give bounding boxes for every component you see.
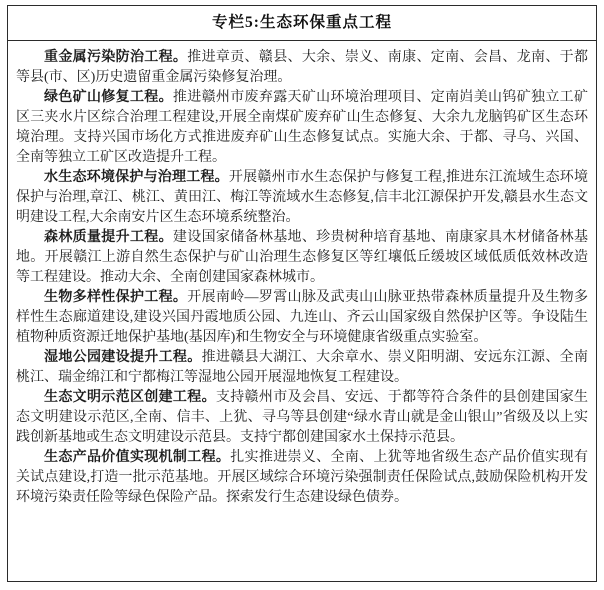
project-desc: 开展南岭—罗霄山脉及武夷山山脉亚热带森林质量提升及生物多样性生态廊道建设,建设兴国丹霞地质公园、九连山、齐云山国家级自然保护区等。争设陆生植物种质资源迁地保护基地(基因库)和生物安全与环境健康省级重点实验室。 — [16, 290, 589, 345]
project-desc: 建设国家储备林基地、珍贵树种培育基地、南康家具木材储备林基地。开展赣江上游自然生态保护与矿山治理生态修复区等红壤低丘缓坡区域低质低效林改造等工程建设。推动大余、全南创建国家森林城市。 — [16, 230, 589, 285]
project-name: 水生态环境保护与治理工程。 — [44, 170, 229, 185]
project-desc: 扎实推进崇义、全南、上犹等地省级生态产品价值实现有关试点建设,打造一批示范基地。开展区域综合环境污染强制责任保险试点,鼓励保险机构开发环境污染责任险等绿色保险产品。探索发行生态建设绿色债券。 — [16, 450, 589, 505]
panel-title: 专栏5:生态环保重点工程 — [8, 6, 596, 41]
project-paragraph-green-mine — [16, 88, 588, 168]
project-paragraph-forest-quality — [16, 228, 588, 288]
project-desc: 推进章贡、赣县、大余、崇义、南康、定南、会昌、龙南、于都等县(市、区)历史遗留重金属污染修复治理。 — [16, 50, 589, 85]
project-paragraph-eco-product-value — [16, 448, 588, 508]
project-name: 绿色矿山修复工程。 — [44, 90, 173, 105]
project-paragraph-wetland-park — [16, 348, 588, 388]
project-paragraph-heavy-metal — [16, 48, 588, 88]
column-panel — [7, 5, 597, 582]
project-name: 生态文明示范区创建工程。 — [44, 390, 216, 405]
project-paragraph-biodiversity — [16, 288, 588, 348]
project-name: 生态产品价值实现机制工程。 — [44, 450, 231, 465]
project-desc: 开展赣州市水生态保护与修复工程,推进东江流域生态环境保护与治理,章江、桃江、黄田江、梅江等流域水生态修复,信丰北江源保护开发,赣县水生态文明建设工程,大余南安片区生态环境系统整治。 — [16, 170, 589, 225]
project-desc: 推进赣州市废弃露天矿山环境治理项目、定南岿美山钨矿独立工矿区三夹水片区综合治理工程建设,开展全南煤矿废弃矿山生态修复、大余九龙脑钨矿区生态环境治理。支持兴国市场化方式推进废弃矿山生态修复试点。实施大余、于都、寻乌、兴国、全南等独立工矿区改造提升工程。 — [16, 90, 589, 165]
project-name: 湿地公园建设提升工程。 — [44, 350, 202, 365]
project-name: 重金属污染防治工程。 — [44, 50, 188, 65]
project-desc: 支持赣州市及会昌、安远、于都等符合条件的县创建国家生态文明建设示范区,全南、信丰、上犹、寻乌等县创建“绿水青山就是金山银山”省级及以上实践创新基地或生态文明建设示范县。支持宁都创建国家水土保持示范县。 — [16, 390, 589, 445]
project-name: 森林质量提升工程。 — [44, 230, 173, 245]
project-paragraph-eco-civilization — [16, 388, 588, 448]
panel-body — [8, 41, 596, 508]
project-paragraph-water-eco — [16, 168, 588, 228]
project-desc: 推进赣县大湖江、大余章水、崇义阳明湖、安远东江源、全南桃江、瑞金绵江和宁都梅江等湿地公园开展湿地恢复工程建设。 — [16, 350, 589, 385]
project-name: 生物多样性保护工程。 — [44, 290, 188, 305]
